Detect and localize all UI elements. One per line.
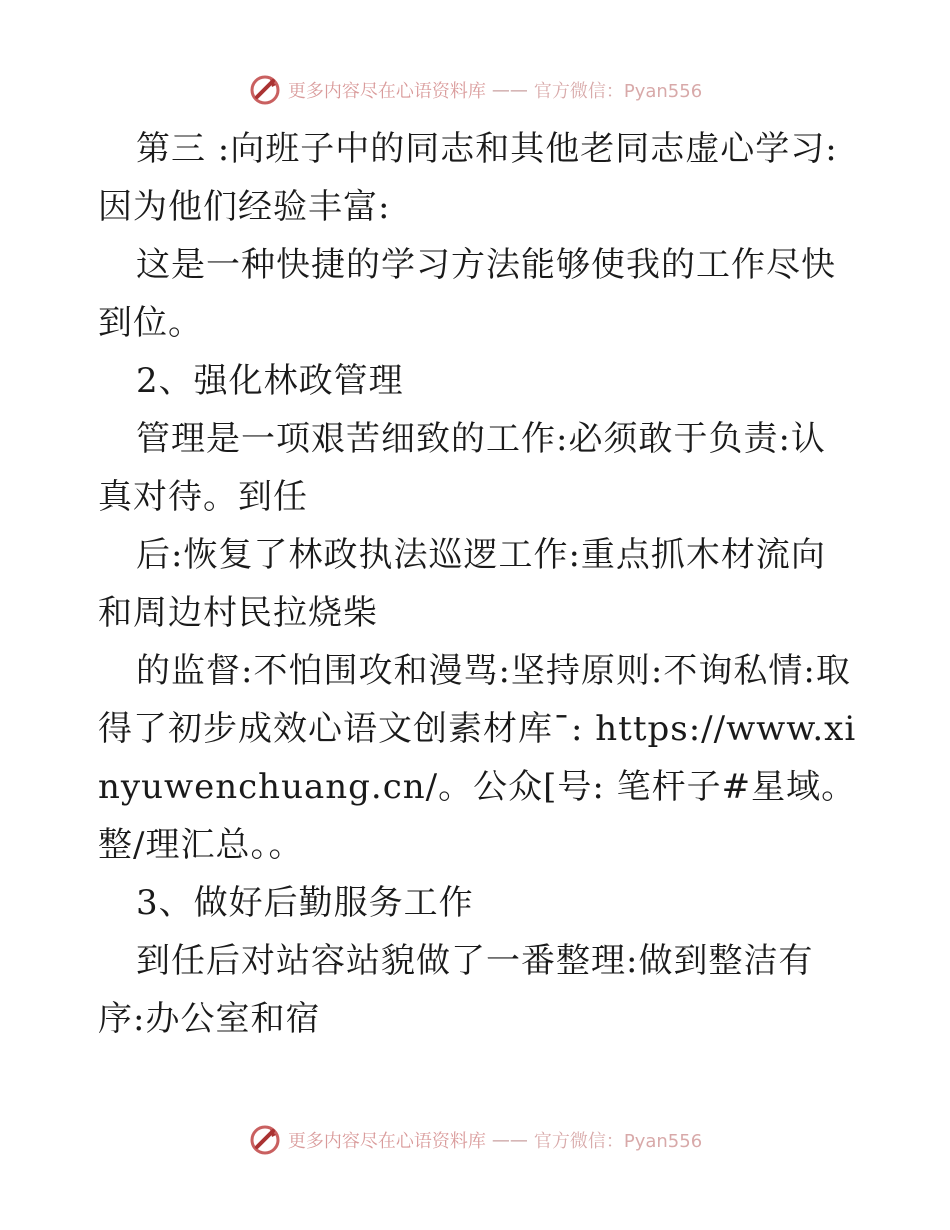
paragraph-3: 管理是一项艰苦细致的工作:必须敢于负责:认真对待。到任 [98, 419, 826, 517]
logo-icon [248, 73, 282, 107]
paragraph-4: 后:恢复了林政执法巡逻工作:重点抓木材流向和周边村民拉烧柴 [98, 535, 826, 633]
section-heading-3: 3、做好后勤服务工作 [136, 883, 474, 923]
document-body [98, 120, 858, 1048]
banner-wechat: 官方微信：Pyan556 [533, 1131, 703, 1152]
header-banner [0, 70, 950, 110]
paragraph-6: 到任后对站容站貌做了一番整理:做到整洁有序:办公室和宿 [98, 941, 814, 1039]
logo-icon [248, 1123, 282, 1157]
banner-text: 更多内容尽在心语资料库 [287, 1131, 486, 1152]
footer-banner [0, 1120, 950, 1160]
banner-wechat: 官方微信：Pyan556 [533, 81, 703, 102]
paragraph-5: 的监督:不怕围攻和漫骂:坚持原则:不询私情:取得了初步成效心语文创素材库¯: https://www.xinyuwenchuang.cn/。公众[号: 笔杆子#星域。整/理汇总。。 [98, 651, 857, 865]
banner-dash: —— [491, 79, 528, 101]
banner-text: 更多内容尽在心语资料库 [287, 81, 486, 102]
paragraph-1: 第三 :向班子中的同志和其他老同志虚心学习:因为他们经验丰富: [98, 129, 838, 227]
paragraph-2: 这是一种快捷的学习方法能够使我的工作尽快到位。 [98, 245, 836, 343]
banner-dash: —— [491, 1129, 528, 1151]
section-heading-2: 2、强化林政管理 [136, 361, 404, 401]
